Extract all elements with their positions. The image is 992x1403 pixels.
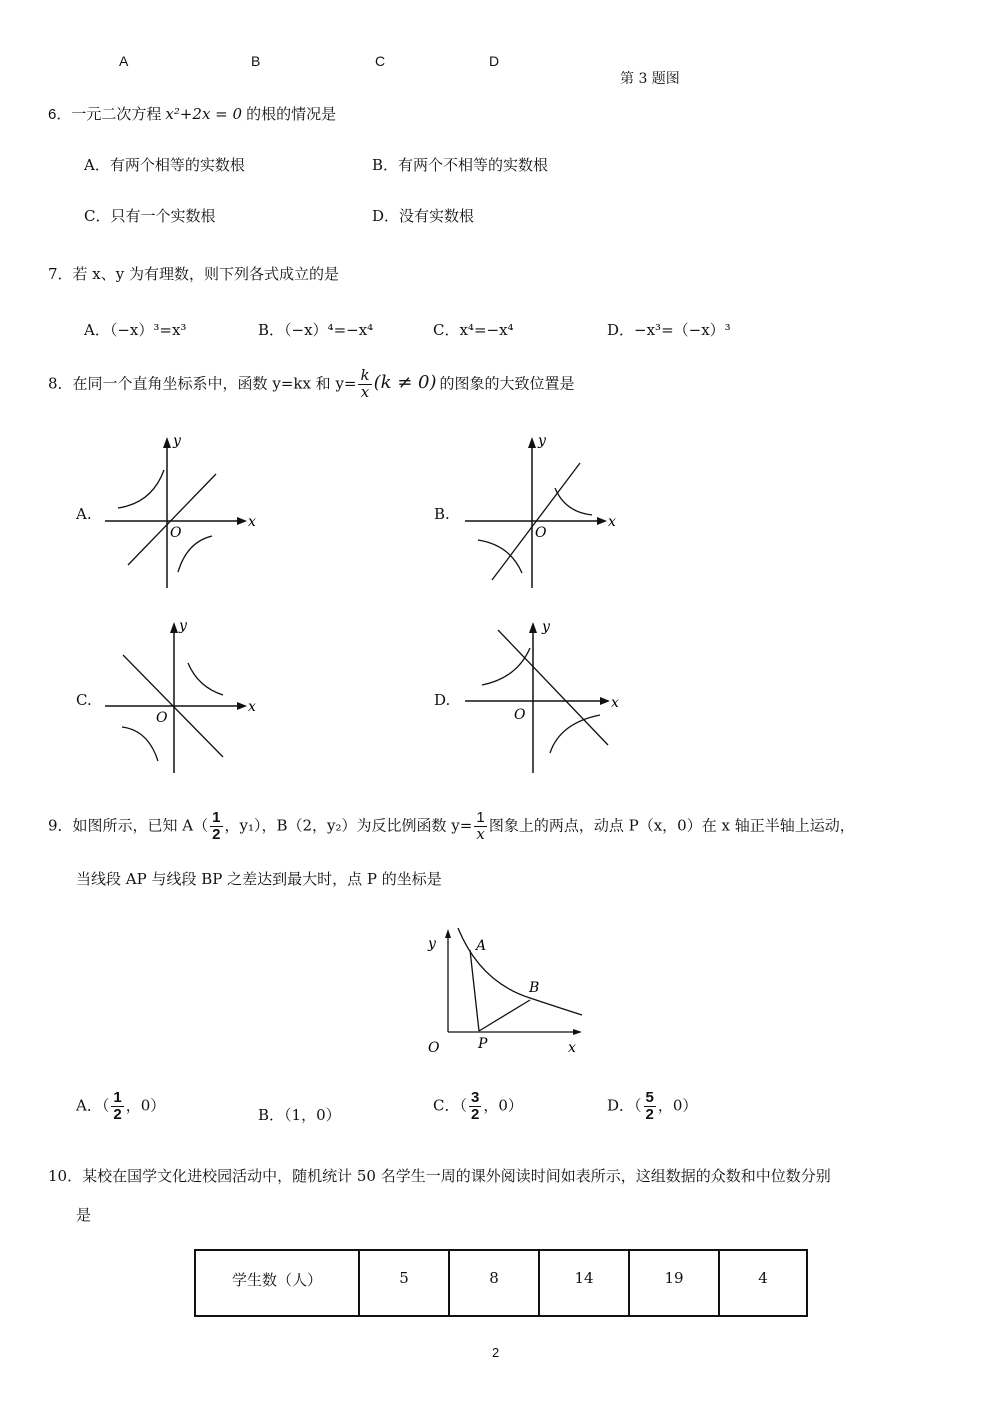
graph-option-a: [100, 430, 260, 595]
question-9-stem-line-1: 9．如图所示，已知 A（ $\frac{1}{2}$ ，y₁），B（2，y₂）为反比例函数 y= $\frac{1}{x}$ 图象上的两点，动点 P（x，0）在 x 轴正半轴上运动，: [48, 809, 855, 843]
table-cell: 5: [359, 1250, 449, 1316]
q9-point-b-label: B: [529, 980, 540, 996]
question-9-option-c[interactable]: C．（ $\frac{3}{2}$ ，0）: [433, 1089, 523, 1123]
question-7-option-d[interactable]: D．−x³=（−x）³: [607, 321, 731, 339]
graph-a-x-label: x: [248, 514, 256, 530]
graph-d-y-label: y: [542, 619, 550, 635]
table-cell: 14: [539, 1250, 629, 1316]
q9-y-label: y: [428, 936, 436, 952]
graph-d-x-label: x: [611, 695, 619, 711]
q9-origin-label: O: [428, 1040, 440, 1056]
graph-option-b: [460, 430, 625, 595]
question-9-option-a[interactable]: A．（ $\frac{1}{2}$ ，0）: [76, 1089, 166, 1123]
graph-a-origin-label: O: [170, 525, 182, 541]
question-8-option-a-label[interactable]: A.: [76, 505, 92, 523]
page-number: 2: [492, 1345, 500, 1360]
graph-d-origin-label: O: [514, 707, 526, 723]
graph-a-y-label: y: [173, 433, 181, 449]
question-9-figure: [420, 920, 590, 1060]
prev-option-b-label: B: [251, 53, 261, 69]
question-9-option-d[interactable]: D．（ $\frac{5}{2}$ ，0）: [607, 1089, 698, 1123]
q9-point-a-label: A: [476, 938, 487, 954]
question-7-stem: 7．若 x、y 为有理数，则下列各式成立的是: [48, 265, 340, 283]
graph-c-origin-label: O: [156, 710, 168, 726]
question-8-option-c-label[interactable]: C.: [76, 691, 92, 709]
question-8-stem: 8．在同一个直角坐标系中，函数 y=kx 和 y= $\frac{k}{x}$ (k ≠ 0) 的图象的大致位置是: [48, 366, 575, 401]
question-10-stem-line-2: 是: [76, 1206, 92, 1224]
table-cell: 4: [719, 1250, 807, 1316]
table-row: [195, 1250, 807, 1316]
table-header-cell: 学生数（人）: [195, 1250, 359, 1316]
question-7-option-a[interactable]: A．（−x）³=x³: [84, 321, 187, 339]
graph-option-c: [100, 615, 265, 780]
question-8-option-d-label[interactable]: D.: [434, 691, 451, 709]
q9-x-label: x: [568, 1040, 576, 1056]
table-cell: 19: [629, 1250, 719, 1316]
question-6-stem: 6．一元二次方程 x²+2x = 0 的根的情况是: [48, 105, 337, 123]
graph-c-y-label: y: [179, 618, 187, 634]
question-6-option-a[interactable]: A．有两个相等的实数根: [84, 156, 245, 174]
question-10-stem-line-1: 10．某校在国学文化进校园活动中，随机统计 50 名学生一周的课外阅读时间如表所示，这组数据的众数和中位数分别: [48, 1167, 831, 1185]
prev-option-d-label: D: [489, 53, 500, 69]
question-9-stem-line-2: 当线段 AP 与线段 BP 之差达到最大时，点 P 的坐标是: [76, 870, 442, 888]
q9-point-p-label: P: [478, 1036, 488, 1052]
graph-b-x-label: x: [608, 514, 616, 530]
graph-c-x-label: x: [248, 699, 256, 715]
question-6-option-d[interactable]: D．没有实数根: [372, 207, 475, 225]
question-7-option-c[interactable]: C．x⁴=−x⁴: [433, 321, 514, 339]
prev-option-a-label: A: [119, 53, 129, 69]
prev-option-c-label: C: [375, 53, 386, 69]
question-9-option-b[interactable]: B．（1，0）: [258, 1106, 341, 1124]
table-cell: 8: [449, 1250, 539, 1316]
graph-b-origin-label: O: [535, 525, 547, 541]
question-6-option-c[interactable]: C．只有一个实数根: [84, 207, 216, 225]
graph-option-d: [460, 615, 625, 780]
question-6-option-b[interactable]: B．有两个不相等的实数根: [372, 156, 549, 174]
figure-caption: 第 3 题图: [620, 71, 680, 87]
reading-time-table: [194, 1249, 808, 1317]
question-8-option-b-label[interactable]: B.: [434, 505, 450, 523]
graph-b-y-label: y: [538, 433, 546, 449]
question-7-option-b[interactable]: B．（−x）⁴=−x⁴: [258, 321, 374, 339]
